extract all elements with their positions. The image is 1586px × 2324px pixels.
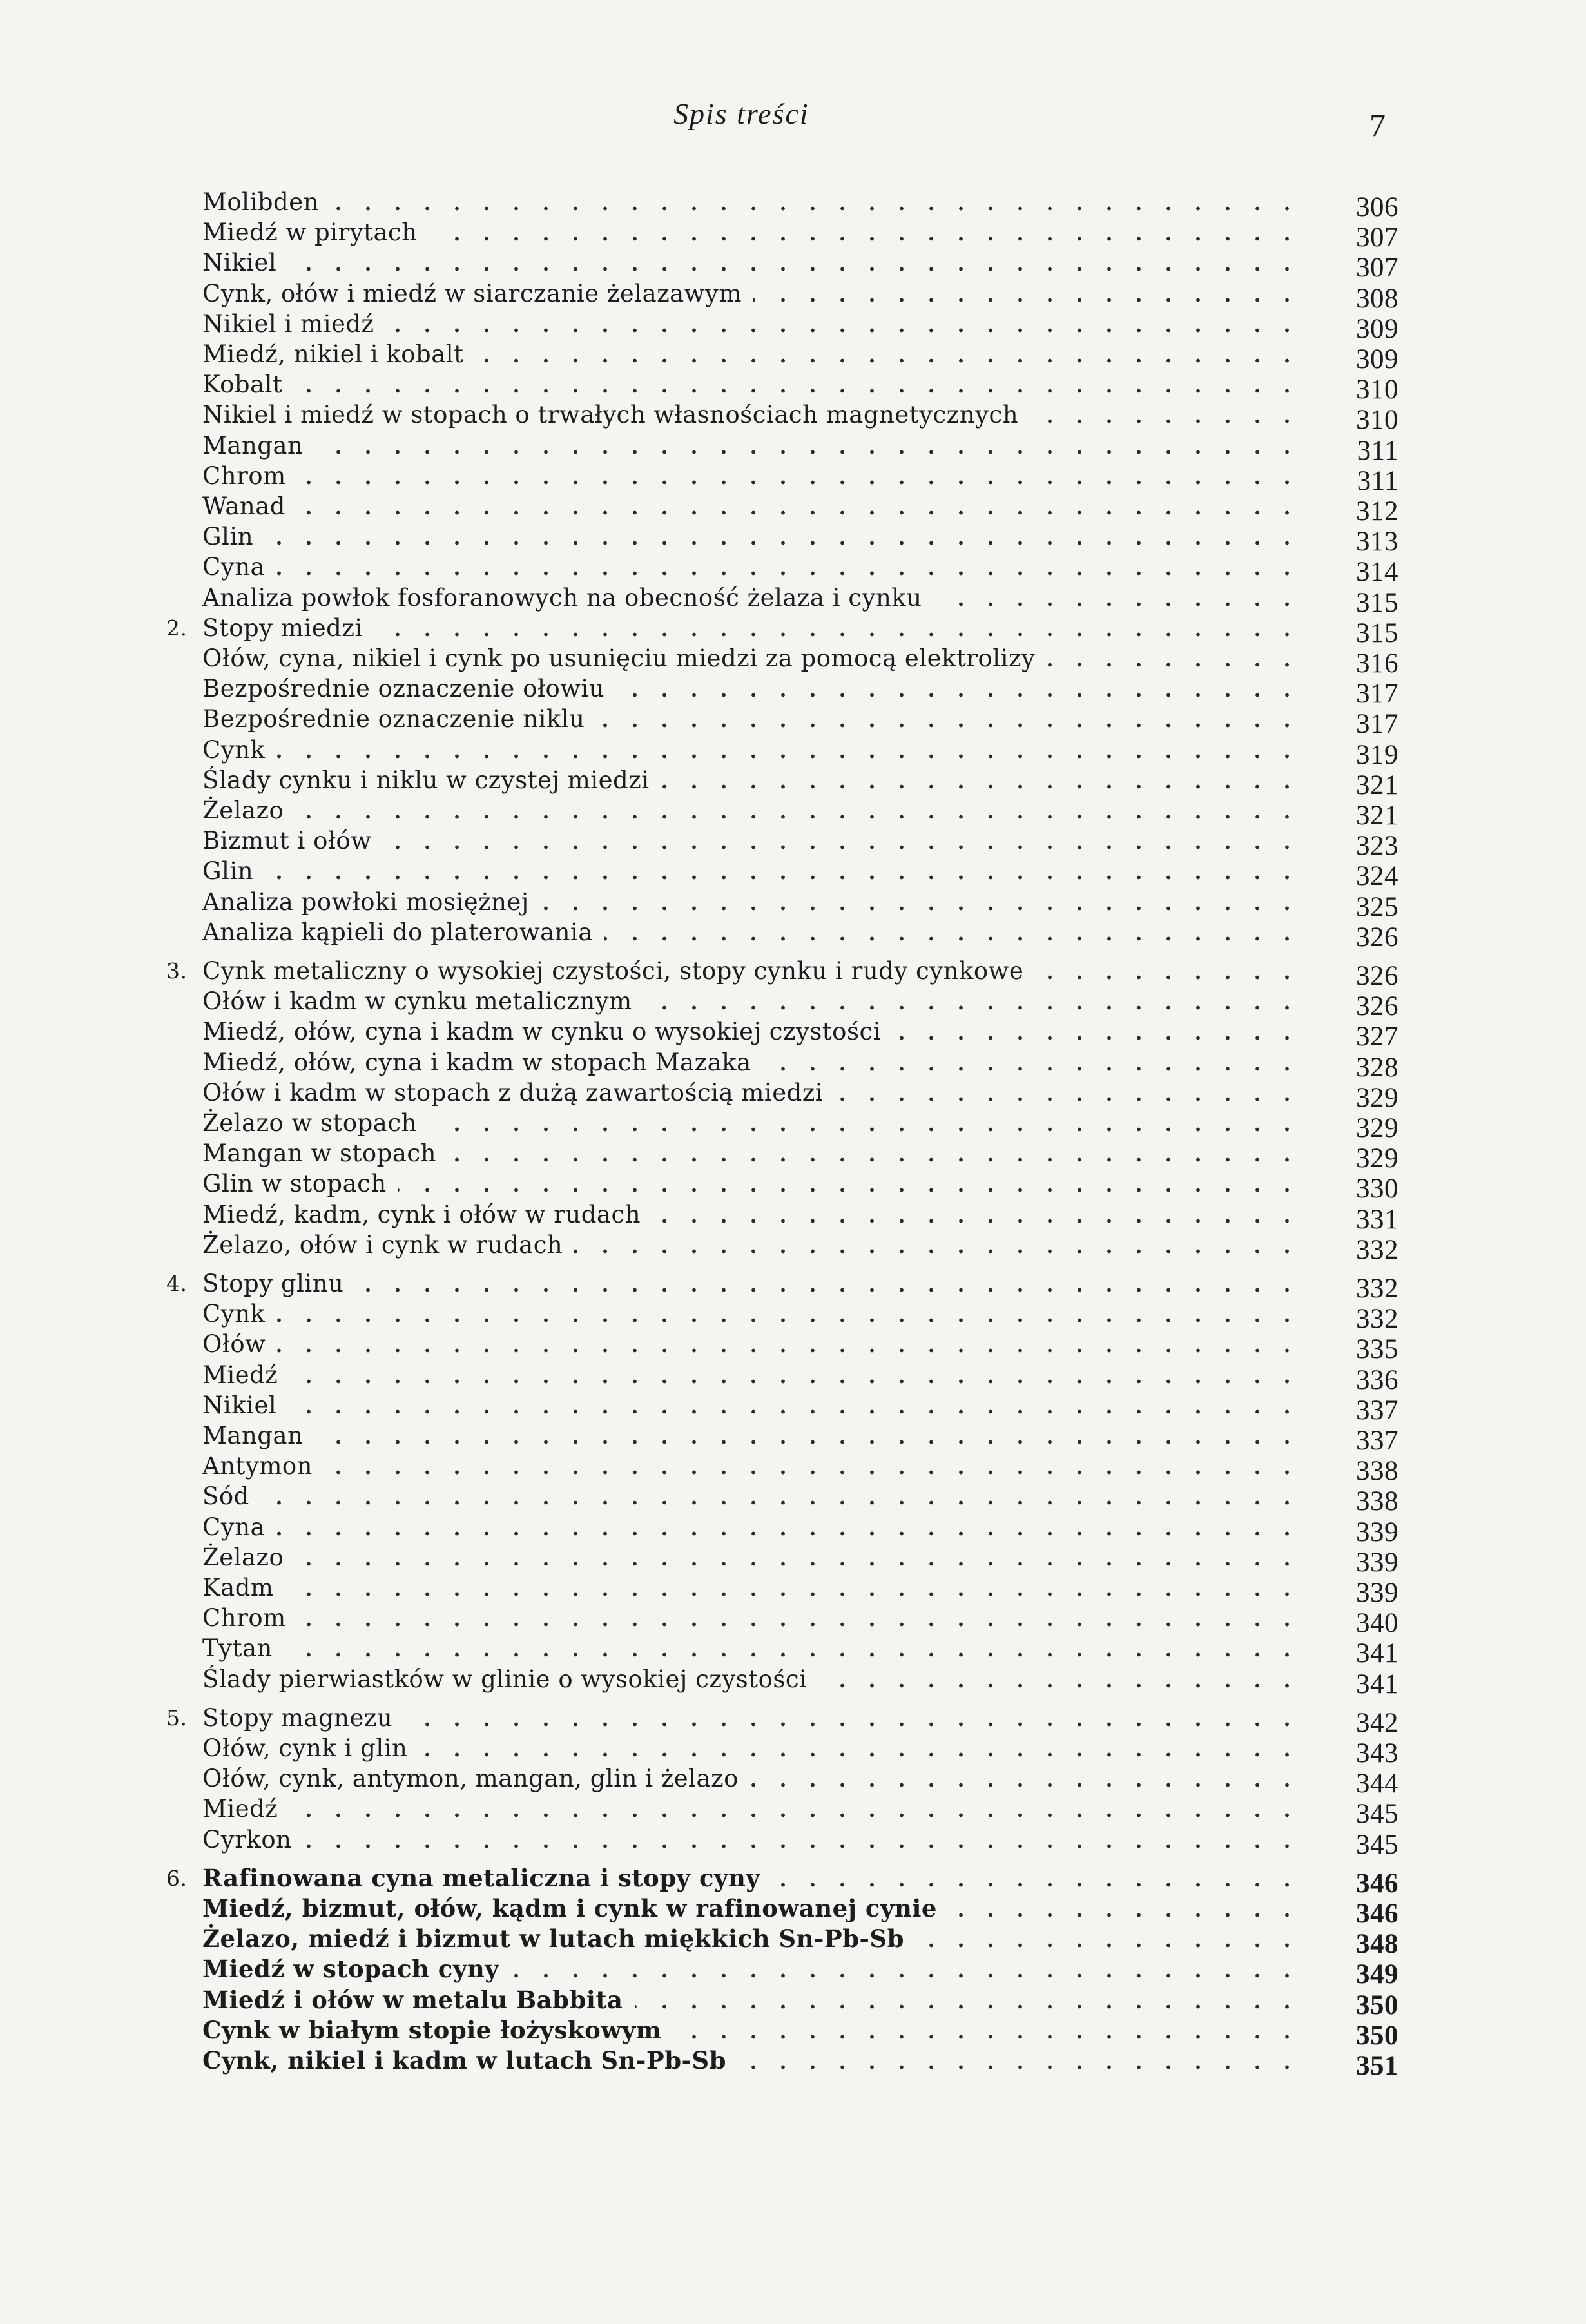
toc-entry-label: Żelazo — [202, 797, 284, 824]
toc-entry-page: 308 — [1356, 284, 1398, 314]
toc-entry — [200, 1230, 1398, 1265]
toc-entry — [200, 917, 1398, 953]
dot-leader — [289, 1794, 1302, 1824]
toc-entry-page: 343 — [1356, 1738, 1398, 1768]
toc-entry-page: 346 — [1356, 1899, 1398, 1929]
toc-entry — [200, 673, 1398, 709]
toc-entry-page: 350 — [1356, 1990, 1398, 2020]
dot-leader — [404, 1703, 1302, 1733]
toc-entry-page: 341 — [1356, 1669, 1398, 1699]
toc-entry — [200, 1512, 1398, 1547]
toc-entry-page: 340 — [1356, 1608, 1398, 1638]
toc-entry-page: 336 — [1356, 1365, 1398, 1395]
dot-leader — [284, 1633, 1302, 1663]
toc-entry-page: 313 — [1356, 527, 1398, 557]
toc-entry-label: Stopy magnezu — [202, 1704, 393, 1732]
toc-entry — [200, 735, 1398, 770]
dot-leader — [288, 1390, 1302, 1420]
dot-leader — [1035, 956, 1302, 986]
toc-entry — [200, 552, 1398, 587]
toc-entry-label: Mangan w stopach — [202, 1139, 436, 1167]
toc-entry-label: Molibden — [202, 188, 319, 216]
toc-entry-number: 6. — [166, 1866, 188, 1891]
toc-entry — [200, 1299, 1398, 1334]
toc-entry — [200, 1794, 1398, 1829]
toc-entry-page: 337 — [1356, 1426, 1398, 1456]
toc-entry-label: Cynk w białym stopie łożyskowym — [202, 2016, 662, 2044]
toc-entry — [166, 1863, 1398, 1899]
toc-entry-label: Żelazo w stopach — [202, 1109, 417, 1137]
toc-entry-page: 339 — [1356, 1517, 1398, 1547]
dot-leader — [738, 2046, 1302, 2076]
toc-entry — [200, 1733, 1398, 1768]
toc-entry-label: Miedź, kadm, cynk i ołów w rudach — [202, 1201, 641, 1228]
toc-entry-label: Kobalt — [202, 371, 283, 398]
toc-entry-label: Żelazo, ołów i cynk w rudach — [202, 1231, 563, 1259]
toc-entry — [200, 1016, 1398, 1052]
toc-entry-label: Sód — [202, 1482, 249, 1510]
toc-entry — [200, 461, 1398, 496]
toc-entry-page: 339 — [1356, 1578, 1398, 1608]
toc-entry — [200, 1420, 1398, 1456]
dot-leader — [374, 613, 1302, 643]
toc-entry-label: Glin — [202, 857, 254, 885]
dot-leader — [635, 1985, 1302, 2015]
toc-entry — [200, 1078, 1398, 1113]
toc-entry-page: 321 — [1356, 800, 1398, 831]
page-number: 7 — [1369, 107, 1386, 143]
toc-entry-page: 324 — [1356, 861, 1398, 891]
toc-entry — [200, 187, 1398, 222]
toc-entry — [200, 2015, 1398, 2051]
toc-entry-page: 315 — [1356, 618, 1398, 648]
toc-entry — [200, 1390, 1398, 1426]
toc-entry-label: Cyna — [202, 553, 266, 581]
toc-entry — [200, 1985, 1398, 2020]
toc-entry-label: Mangan — [202, 1422, 304, 1449]
dot-leader — [893, 1016, 1302, 1047]
toc-entry-page: 332 — [1356, 1273, 1398, 1304]
toc-entry-page: 338 — [1356, 1486, 1398, 1516]
toc-entry-page: 319 — [1356, 740, 1398, 770]
toc-entry-label: Cynk, nikiel i kadm w lutach Sn-Pb-Sb — [202, 2046, 727, 2075]
dot-leader — [661, 765, 1302, 795]
toc-entry-label: Chrom — [202, 462, 286, 490]
toc-entry — [200, 1047, 1398, 1083]
toc-entry-page: 329 — [1356, 1083, 1398, 1113]
toc-entry-page: 329 — [1356, 1113, 1398, 1143]
toc-entry-page: 306 — [1356, 192, 1398, 222]
toc-entry-page: 348 — [1356, 1929, 1398, 1959]
toc-entry-label: Cynk — [202, 1300, 266, 1328]
dot-leader — [475, 339, 1302, 369]
dot-leader — [596, 704, 1302, 734]
dot-leader — [265, 521, 1302, 552]
toc-entry-page: 330 — [1356, 1174, 1398, 1204]
dot-leader — [510, 1954, 1302, 1984]
toc-entry-page: 341 — [1356, 1638, 1398, 1669]
dot-leader — [644, 986, 1302, 1016]
toc-entry-page: 321 — [1356, 770, 1398, 800]
toc-entry-label: Glin w stopach — [202, 1170, 387, 1197]
dot-leader — [429, 217, 1302, 247]
toc-entry — [200, 1763, 1398, 1799]
dot-leader — [383, 826, 1302, 856]
toc-entry-label: Wanad — [202, 492, 285, 520]
toc-entry — [200, 1825, 1398, 1860]
toc-entry-number: 5. — [166, 1705, 188, 1730]
toc-entry-page: 332 — [1356, 1304, 1398, 1334]
toc-entry-page: 339 — [1356, 1547, 1398, 1578]
toc-entry-page: 326 — [1356, 961, 1398, 991]
toc-entry-page: 307 — [1356, 253, 1398, 283]
toc-entry — [200, 521, 1398, 557]
dot-leader — [771, 1863, 1302, 1893]
toc-entry — [200, 2046, 1398, 2081]
toc-entry — [200, 643, 1398, 679]
toc-entry — [166, 956, 1398, 991]
toc-entry-label: Nikiel i miedź w stopach o trwałych własnościach magnetycznych — [202, 401, 1019, 429]
dot-leader — [753, 278, 1302, 309]
dot-leader — [276, 735, 1302, 765]
toc-entry-number: 2. — [166, 615, 188, 641]
dot-leader — [295, 795, 1302, 826]
toc-entry-page: 315 — [1356, 588, 1398, 618]
toc-entry-label: Miedź, ołów, cyna i kadm w cynku o wysokiej czystości — [202, 1018, 881, 1045]
page-header-title: Spis treści — [673, 97, 809, 130]
toc-entry — [200, 1138, 1398, 1174]
toc-entry — [200, 1199, 1398, 1235]
dot-leader — [604, 917, 1302, 947]
toc-entry-page: 326 — [1356, 991, 1398, 1022]
dot-leader — [288, 247, 1302, 278]
toc-entry-page: 323 — [1356, 831, 1398, 861]
toc-entry-label: Miedź — [202, 1795, 278, 1823]
toc-entry-label: Glin — [202, 523, 254, 550]
toc-entry-label: Miedź w pirytach — [202, 218, 418, 246]
toc-entry-label: Ołów, cyna, nikiel i cynk po usunięciu miedzi za pomocą elektrolizy — [202, 644, 1036, 672]
dot-leader — [916, 1924, 1302, 1954]
toc-entry-label: Ołów — [202, 1330, 266, 1358]
toc-entry-page: 317 — [1356, 679, 1398, 709]
toc-entry-page: 335 — [1356, 1334, 1398, 1364]
dot-leader — [331, 187, 1302, 217]
dot-leader — [398, 1168, 1302, 1199]
dot-leader — [429, 1108, 1302, 1138]
toc-entry — [200, 1924, 1398, 1959]
dot-leader — [750, 1763, 1302, 1794]
toc-entry — [200, 1360, 1398, 1395]
toc-entry — [200, 217, 1398, 253]
toc-entry — [200, 400, 1398, 435]
dot-leader — [295, 1542, 1302, 1573]
toc-entry-label: Antymon — [202, 1452, 313, 1480]
dot-leader — [818, 1664, 1302, 1694]
dot-leader — [1047, 643, 1302, 673]
toc-entry-page: 311 — [1357, 436, 1398, 466]
dot-leader — [303, 1825, 1302, 1855]
toc-entry — [200, 309, 1398, 344]
toc-entry-number: 4. — [166, 1271, 188, 1296]
toc-entry — [200, 431, 1398, 466]
toc-entry — [200, 1329, 1398, 1364]
toc-entry-label: Ślady cynku i niklu w czystej miedzi — [202, 766, 650, 794]
dot-leader — [949, 1893, 1302, 1924]
toc-entry-page: 331 — [1356, 1205, 1398, 1235]
toc-entry-label: Analiza powłok fosforanowych na obecność żelaza i cynku — [202, 584, 922, 612]
dot-leader — [541, 887, 1302, 917]
toc-entry-label: Cyrkon — [202, 1826, 292, 1854]
toc-entry — [200, 1893, 1398, 1929]
dot-leader — [294, 369, 1302, 400]
toc-entry-label: Analiza kąpieli do platerowania — [202, 918, 593, 946]
toc-entry-label: Bizmut i ołów — [202, 827, 372, 855]
toc-entry — [200, 887, 1398, 922]
dot-leader — [276, 1512, 1302, 1542]
toc-entry — [200, 278, 1398, 314]
toc-entry-label: Miedź i ołów w metalu Babbita — [202, 1986, 623, 2014]
toc-entry-page: 349 — [1356, 1959, 1398, 1990]
dot-leader — [419, 1733, 1302, 1763]
dot-leader — [298, 461, 1302, 491]
toc-entry-page: 342 — [1356, 1708, 1398, 1738]
toc-entry-label: Cyna — [202, 1513, 266, 1541]
dot-leader — [298, 1603, 1302, 1633]
toc-entry-page: 327 — [1356, 1022, 1398, 1052]
dot-leader — [673, 2015, 1302, 2046]
toc-entry-label: Stopy miedzi — [202, 614, 363, 642]
toc-entry-label: Chrom — [202, 1604, 286, 1632]
toc-entry-page: 329 — [1356, 1143, 1398, 1174]
toc-entry-label: Cynk — [202, 736, 266, 764]
toc-entry-label: Nikiel — [202, 1391, 277, 1419]
toc-entry — [200, 369, 1398, 405]
toc-entry-page: 345 — [1356, 1830, 1398, 1860]
toc-entry-page: 328 — [1356, 1052, 1398, 1083]
toc-entry — [200, 856, 1398, 891]
toc-entry — [200, 1633, 1398, 1669]
dot-leader — [277, 1329, 1302, 1359]
toc-entry-page: 338 — [1356, 1456, 1398, 1486]
toc-entry — [200, 1108, 1398, 1143]
toc-entry — [200, 1603, 1398, 1638]
toc-entry-label: Miedź w stopach cyny — [202, 1955, 499, 1983]
toc-entry-label: Ołów, cynk, antymon, mangan, glin i żelazo — [202, 1765, 739, 1792]
toc-entry-label: Żelazo, miedź i bizmut w lutach miękkich Sn-Pb-Sb — [202, 1924, 905, 1953]
toc-entry-number: 3. — [166, 958, 188, 983]
toc-entry — [200, 583, 1398, 618]
toc-entry — [200, 1664, 1398, 1699]
toc-entry — [200, 826, 1398, 861]
toc-entry — [200, 491, 1398, 527]
toc-entry — [200, 986, 1398, 1022]
toc-entry-label: Rafinowana cyna metaliczna i stopy cyny — [202, 1864, 760, 1892]
toc-entry-page: 312 — [1356, 496, 1398, 527]
toc-entry — [166, 613, 1398, 648]
dot-leader — [835, 1078, 1302, 1108]
toc-entry-label: Miedź, ołów, cyna i kadm w stopach Mazaka — [202, 1049, 751, 1076]
toc-entry-label: Ołów, cynk i glin — [202, 1734, 408, 1762]
toc-entry — [200, 795, 1398, 831]
toc-entry-page: 344 — [1356, 1768, 1398, 1799]
toc-entry-label: Tytan — [202, 1634, 273, 1662]
toc-entry — [166, 1703, 1398, 1738]
dot-leader — [314, 431, 1302, 461]
dot-leader — [355, 1268, 1302, 1299]
dot-leader — [314, 1420, 1302, 1451]
dot-leader — [276, 1299, 1302, 1329]
dot-leader — [448, 1138, 1302, 1168]
dot-leader — [297, 491, 1302, 521]
toc-entry-page: 311 — [1357, 466, 1398, 496]
toc-entry-label: Miedź, bizmut, ołów, kądm i cynk w rafinowanej cynie — [202, 1894, 937, 1922]
dot-leader — [386, 309, 1302, 339]
toc-entry-label: Cynk, ołów i miedź w siarczanie żelazawym — [202, 280, 742, 307]
toc-entry-page: 345 — [1356, 1799, 1398, 1829]
dot-leader — [324, 1451, 1302, 1481]
toc-entry-label: Miedź, nikiel i kobalt — [202, 340, 464, 368]
toc-entry-page: 310 — [1356, 405, 1398, 435]
dot-leader — [574, 1230, 1302, 1260]
dot-leader — [285, 1573, 1302, 1603]
toc-entry-page: 326 — [1356, 922, 1398, 953]
toc-entry-label: Analiza powłoki mosiężnej — [202, 888, 529, 916]
toc-entry — [200, 247, 1398, 283]
toc-entry — [200, 1542, 1398, 1578]
toc-entry-label: Nikiel — [202, 249, 277, 276]
toc-entry-page: 325 — [1356, 892, 1398, 922]
toc-entry-label: Ołów i kadm w stopach z dużą zawartością miedzi — [202, 1079, 824, 1107]
toc-entry — [200, 765, 1398, 800]
dot-leader — [1030, 400, 1302, 430]
toc-entry — [200, 1168, 1398, 1204]
dot-leader — [763, 1047, 1302, 1078]
dot-leader — [616, 673, 1302, 704]
toc-entry — [200, 1573, 1398, 1608]
dot-leader — [261, 1481, 1302, 1511]
toc-entry-page: 309 — [1356, 344, 1398, 374]
toc-entry-label: Ołów i kadm w cynku metalicznym — [202, 987, 632, 1015]
toc-entry-label: Cynk metaliczny o wysokiej czystości, stopy cynku i rudy cynkowe — [202, 957, 1024, 985]
toc-entry-page: 310 — [1356, 374, 1398, 405]
dot-leader — [289, 1360, 1302, 1390]
toc-entry-page: 316 — [1356, 648, 1398, 679]
toc-entry-page: 309 — [1356, 314, 1398, 344]
toc-entry-page: 314 — [1356, 557, 1398, 587]
dot-leader — [934, 583, 1302, 613]
toc-entry-label: Żelazo — [202, 1544, 284, 1571]
dot-leader — [652, 1199, 1302, 1230]
toc-entry-label: Stopy glinu — [202, 1270, 344, 1297]
toc-entry-page: 307 — [1356, 222, 1398, 253]
toc-entry-label: Nikiel i miedź — [202, 310, 374, 338]
dot-leader — [265, 856, 1302, 886]
toc-entry-label: Kadm — [202, 1574, 274, 1602]
toc-entry-page: 351 — [1356, 2051, 1398, 2081]
toc-entry-page: 317 — [1356, 709, 1398, 739]
dot-leader — [276, 552, 1302, 582]
toc-entry — [200, 1954, 1398, 1990]
toc-entry-label: Miedź — [202, 1361, 278, 1389]
toc-entry — [200, 704, 1398, 739]
toc-entry-label: Bezpośrednie oznaczenie niklu — [202, 705, 585, 733]
toc-entry — [166, 1268, 1398, 1304]
toc-entry-label: Ślady pierwiastków w glinie o wysokiej czystości — [202, 1665, 808, 1693]
toc-entry-page: 346 — [1356, 1868, 1398, 1899]
toc-entry-page: 332 — [1356, 1235, 1398, 1265]
toc-entry-page: 337 — [1356, 1395, 1398, 1426]
toc-entry-page: 350 — [1356, 2020, 1398, 2051]
toc-entry — [200, 339, 1398, 374]
toc-entry — [200, 1451, 1398, 1486]
toc-entry-label: Bezpośrednie oznaczenie ołowiu — [202, 675, 605, 702]
toc-entry-label: Mangan — [202, 432, 304, 460]
toc-entry — [200, 1481, 1398, 1516]
